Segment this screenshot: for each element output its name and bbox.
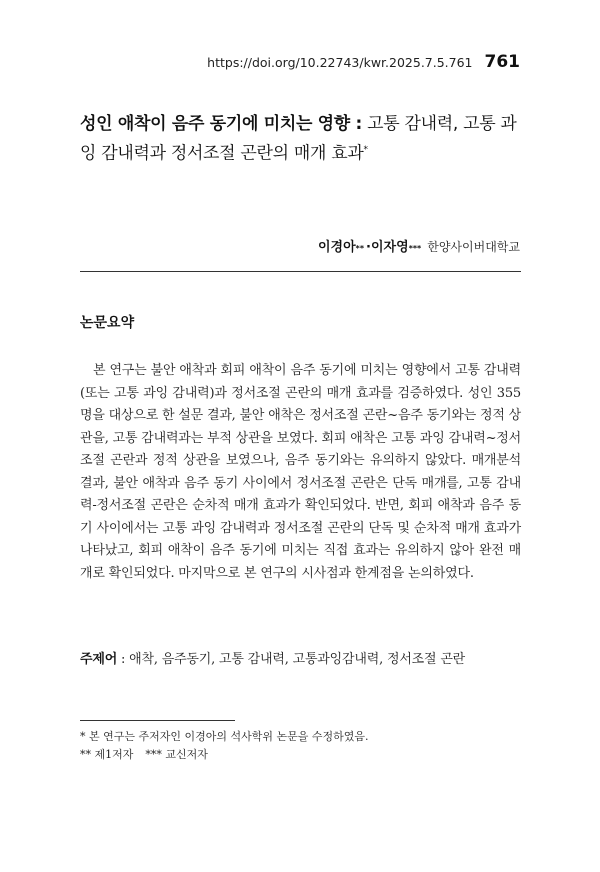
running-header xyxy=(207,52,520,72)
footnote-roles xyxy=(80,746,369,764)
author-name: 이경아 xyxy=(317,240,356,255)
title-footnote-mark: * xyxy=(363,145,368,155)
affiliation: 한양사이버대학교 xyxy=(427,240,520,254)
footnote-source: * 본 연구는 주저자인 이경아의 석사학위 논문을 수정하였음. xyxy=(80,730,369,743)
author-name: 이자영 xyxy=(371,240,409,255)
abstract-body: 본 연구는 불안 애착과 회피 애착이 음주 동기에 미치는 영향에서 고통 감내력(또는 고통 과잉 감내력)과 정서조절 곤란의 매개 효과를 검증하였다. 성인 355명을 대상으로 한 설문 결과, 불안 애착은 정서조절 곤란~음주 동기와는 정적 상관을, 고통 감내력과는 부적 상관을 보였다. 회피 애착은 고통 과잉 감내력~정서조절 곤란과 정적 상관을 보였으나, 음주 동기와는 유의하지 않았다. 매개분석 결과, 불안 애착과 음주 동기 사이에서 정서조절 곤란은 단독 매개를, 고통 감내력-정서조절 곤란은 순차적 매개 효과가 확인되었다. 반면, 회피 애착과 음주 동기 사이에서는 고통 과잉 감내력과 정서조절 곤란의 단독 및 순차적 매개 효과가 나타났고, 회피 애착이 음주 동기에 미치는 직접 효과는 유의하지 않아 완전 매개로 확인되었다. 마지막으로 본 연구의 시사점과 한계점을 논의하였다. xyxy=(80,363,522,581)
author-mark: ** xyxy=(355,244,365,253)
author-mark: *** xyxy=(408,244,422,253)
title-divider xyxy=(80,271,521,272)
keywords xyxy=(80,648,530,667)
footnote-divider xyxy=(80,720,235,721)
footnotes xyxy=(80,728,369,764)
title-subtitle: 고통 감내력, 고통 과잉 감내력과 정서조절 곤란의 매개 효과 xyxy=(80,114,517,164)
footnote-first-author: ** 제1저자 xyxy=(80,748,134,761)
keywords-label: 주제어 xyxy=(80,652,118,667)
keywords-separator: : xyxy=(117,652,130,667)
author-separator: · xyxy=(366,240,371,255)
abstract-heading: 논문요약 xyxy=(80,315,135,331)
page-number: 761 xyxy=(484,52,520,72)
paper-title xyxy=(80,111,528,167)
keywords-list: 애착, 음주동기, 고통 감내력, 고통과잉감내력, 정서조절 곤란 xyxy=(129,652,466,667)
doi-link[interactable]: https://doi.org/10.22743/kwr.2025.7.5.761 xyxy=(207,55,473,70)
author-line xyxy=(318,236,520,255)
footnote-corresponding-author: *** 교신저자 xyxy=(145,748,208,761)
title-main: 성인 애착이 음주 동기에 미치는 영향 : xyxy=(80,114,363,134)
